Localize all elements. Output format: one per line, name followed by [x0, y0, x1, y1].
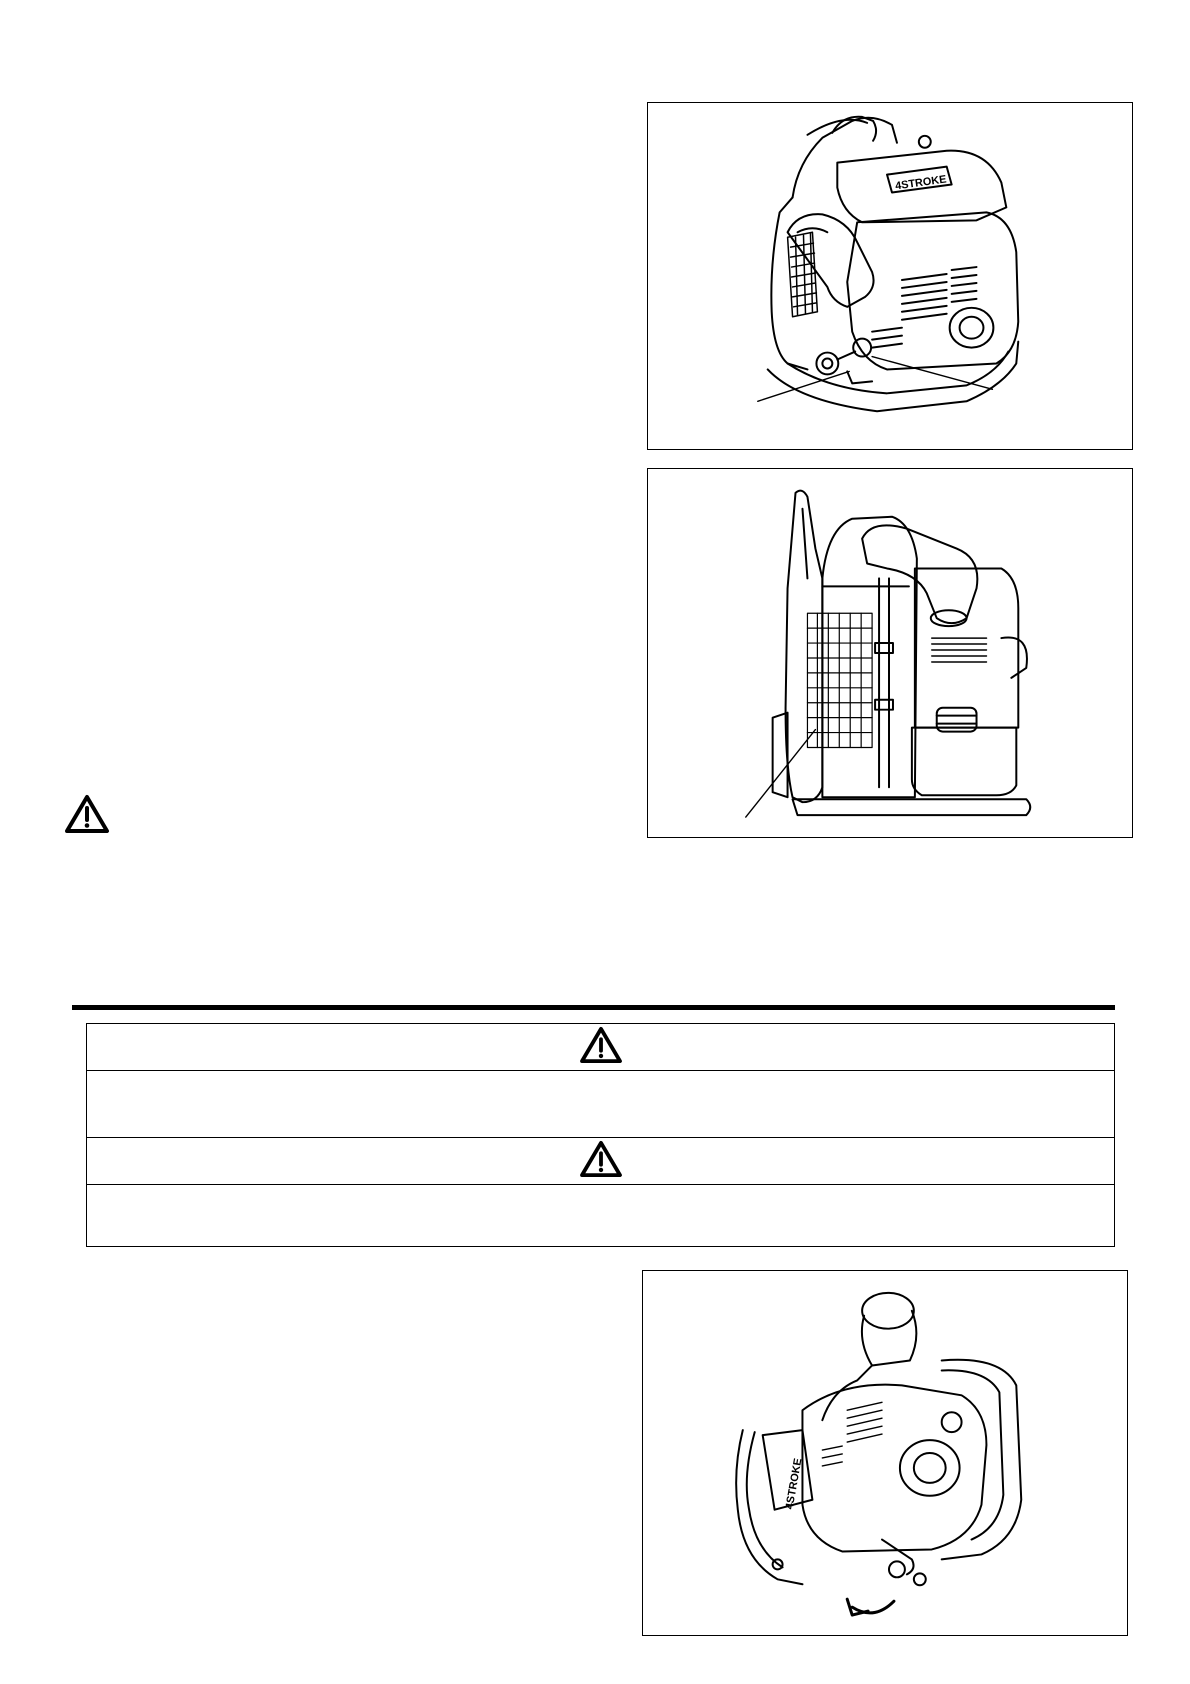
air-intake-grille — [807, 613, 872, 747]
back-frame-right — [942, 1360, 1022, 1560]
svg-text:4STROKE: 4STROKE — [894, 173, 948, 193]
fuel-valve-left — [816, 353, 838, 375]
figure-blower-tilted-view — [642, 1270, 1128, 1636]
tilt-direction-arrow — [852, 1601, 894, 1613]
engine-fins — [932, 638, 987, 662]
base-plate — [768, 342, 1019, 412]
frame-left-side — [771, 197, 807, 369]
cooling-fins-tilted — [822, 1402, 882, 1466]
callout-leader-grille — [746, 730, 816, 818]
figure-blower-front-view — [647, 102, 1133, 450]
callout-leader-left — [758, 371, 849, 401]
engine-body — [915, 568, 1018, 727]
fuel-valve-right — [853, 339, 871, 357]
outlet-pipe — [862, 1311, 916, 1366]
side-grille — [788, 232, 818, 317]
warning-table-header-1 — [87, 1024, 1114, 1070]
fuel-line — [882, 1540, 913, 1575]
figure-blower-side-view — [647, 468, 1133, 838]
recoil-starter — [950, 308, 994, 348]
intake-elbow — [788, 214, 874, 307]
warning-table-body-1 — [87, 1071, 1114, 1137]
warning-table-header-2 — [87, 1138, 1114, 1184]
warning-table-body-2 — [87, 1185, 1114, 1247]
blower-side-view-drawing — [648, 469, 1132, 837]
warning-triangle-icon — [578, 1140, 624, 1183]
section-divider-rule — [72, 1005, 1115, 1010]
blower-tilted-view-drawing — [643, 1271, 1127, 1635]
fuel-tank — [912, 728, 1016, 796]
outlet-ring — [862, 1293, 914, 1329]
recoil-starter-tilted — [900, 1440, 960, 1496]
starter-handle — [1001, 637, 1027, 677]
callout-leader-right — [872, 357, 992, 390]
svg-text:4STROKE: 4STROKE — [783, 1457, 805, 1511]
warning-triangle-icon — [578, 1026, 624, 1069]
blower-front-view-drawing — [648, 103, 1132, 449]
warning-triangle-icon — [64, 794, 110, 834]
handle-bolt — [919, 136, 931, 148]
cooling-fins — [872, 267, 976, 348]
warning-table — [86, 1023, 1115, 1247]
base-rail — [793, 799, 1031, 815]
fan-housing — [822, 517, 916, 797]
